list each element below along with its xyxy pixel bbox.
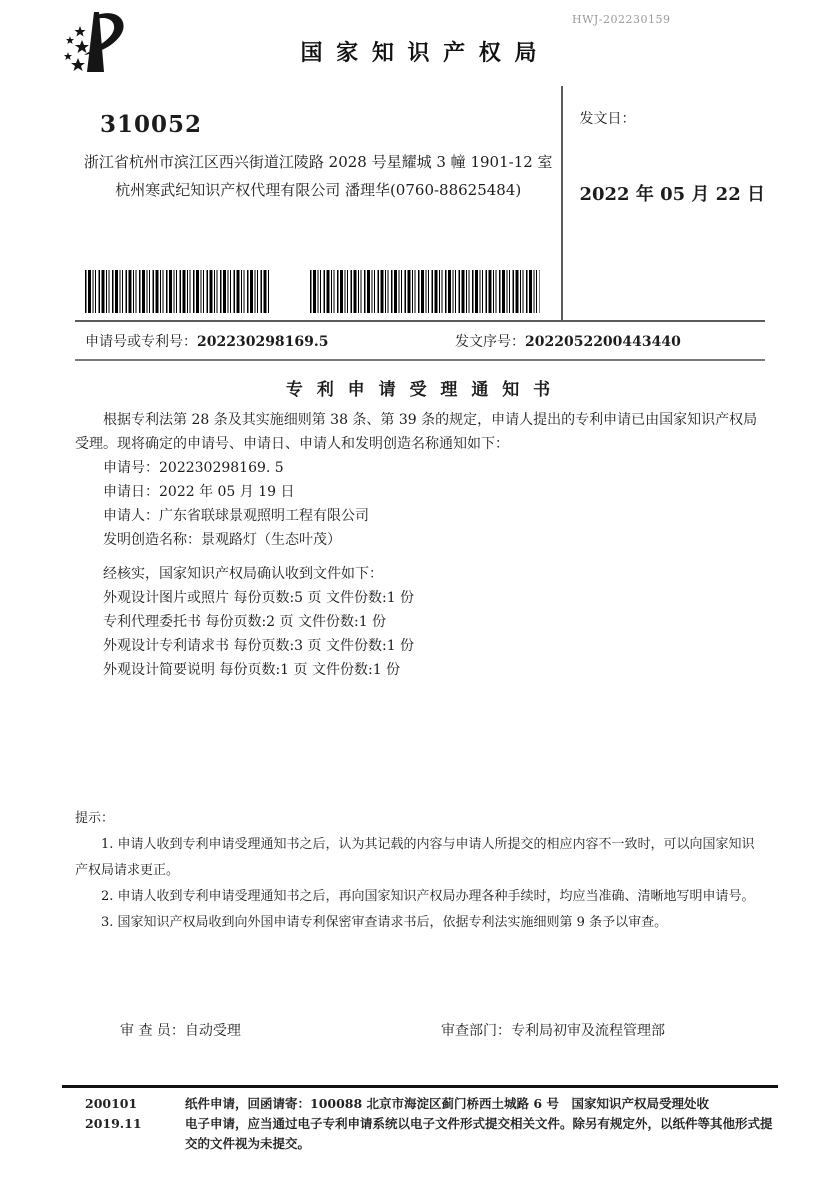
tip-item-3: 3. 国家知识产权局收到向外国申请专利保密审查请求书后，依据专利法实施细则第 9 条予以审查。	[101, 915, 668, 930]
department-label: 审查部门：	[441, 1023, 511, 1039]
received-documents-intro: 经核实，国家知识产权局确认收到文件如下：	[103, 566, 383, 582]
barcode-right	[310, 270, 540, 313]
recipient-cell	[75, 86, 561, 320]
notice-intro-paragraph: 根据专利法第 28 条及其实施细则第 38 条、第 39 条的规定，申请人提出的专利申请已由国家知识产权局受理。现将确定的申请号、申请日、申请人和发明创造名称通知如下：	[75, 412, 758, 452]
signoff-row	[75, 1020, 765, 1040]
field-label: 申请日：	[103, 484, 159, 500]
examiner-value: 自动受理	[184, 1023, 241, 1039]
field-applicant	[75, 504, 765, 528]
field-label: 申请号：	[103, 460, 159, 476]
dispatch-serial-label: 发文序号：	[455, 333, 525, 350]
footer-notes	[62, 1085, 778, 1154]
document-header	[0, 0, 840, 86]
footer-row-electronic	[62, 1114, 778, 1154]
footer-paper-filing-note: 纸件申请，回函请寄：100088 北京市海淀区蓟门桥西土城路 6 号 国家知识产权局受理处收	[185, 1096, 709, 1111]
examiner-label: 审 查 员：	[120, 1023, 185, 1039]
tips-section	[75, 806, 765, 936]
field-invention-title	[75, 528, 765, 552]
field-value: 202230298169. 5	[159, 460, 284, 476]
footer-electronic-filing-note: 电子申请，应当通过电子专利申请系统以电子文件形式提交相关文件。除另有规定外，以纸件等其他形式提交的文件视为未提交。	[185, 1116, 773, 1151]
footer-form-date: 2019.11	[85, 1116, 142, 1131]
recipient-address-line1: 浙江省杭州市滨江区西兴街道江陵路 2028 号星耀城 3 幢 1901-12 室	[83, 153, 553, 171]
barcode-row	[75, 270, 561, 313]
barcode-left	[85, 270, 270, 313]
examiner	[120, 1020, 241, 1040]
field-label: 申请人：	[103, 508, 159, 524]
footer-row-paper	[62, 1094, 778, 1114]
field-application-number	[75, 456, 765, 480]
field-label: 发明创造名称：	[103, 532, 201, 548]
dispatch-date-label: 发文日：	[579, 111, 636, 127]
application-number-value: 202230298169.5	[197, 333, 329, 350]
received-document-item: 外观设计图片或照片 每份页数:5 页 文件份数:1 份	[103, 590, 415, 606]
dispatch-date-cell	[561, 86, 765, 320]
field-filing-date	[75, 480, 765, 504]
dispatch-serial-value: 2022052200443440	[525, 333, 681, 350]
application-number-label: 申请号或专利号：	[85, 333, 197, 350]
recipient-dispatch-table	[75, 86, 765, 322]
field-value: 景观路灯（生态叶茂）	[201, 532, 341, 548]
dispatch-date-value: 2022 年 05 月 22 日	[579, 184, 765, 205]
dispatch-serial-number	[455, 331, 681, 351]
field-value: 广东省联球景观照明工程有限公司	[159, 508, 369, 524]
department-value: 专利局初审及流程管理部	[511, 1023, 665, 1039]
tip-item-1: 1. 申请人收到专利申请受理通知书之后，认为其记载的内容与申请人所提交的相应内容不一致时，可以向国家知识产权局请求更正。	[75, 837, 755, 878]
field-value: 2022 年 05 月 19 日	[159, 484, 295, 500]
tip-item-2: 2. 申请人收到专利申请受理通知书之后，再向国家知识产权局办理各种手续时，均应当准确、清晰地写明申请号。	[101, 889, 755, 904]
recipient-address-line2: 杭州寒武纪知识产权代理有限公司 潘理华(0760-88625484)	[115, 181, 522, 199]
examining-department	[441, 1020, 665, 1040]
document-reference-number: HWJ-202230159	[572, 13, 671, 26]
tips-title: 提示：	[75, 811, 115, 826]
application-number	[85, 331, 455, 351]
received-document-item: 外观设计专利请求书 每份页数:3 页 文件份数:1 份	[103, 638, 415, 654]
notice-body	[75, 408, 765, 682]
reference-numbers-row	[75, 322, 765, 361]
received-document-item: 专利代理委托书 每份页数:2 页 文件份数:1 份	[103, 614, 387, 630]
agency-title: 国 家 知 识 产 权 局	[300, 40, 540, 66]
notice-title: 专 利 申 请 受 理 通 知 书	[285, 380, 555, 400]
cnipa-logo-icon	[60, 10, 132, 78]
footer-form-code: 200101	[85, 1096, 138, 1111]
received-document-item: 外观设计简要说明 每份页数:1 页 文件份数:1 份	[103, 662, 401, 678]
postal-code: 310052	[100, 111, 203, 138]
